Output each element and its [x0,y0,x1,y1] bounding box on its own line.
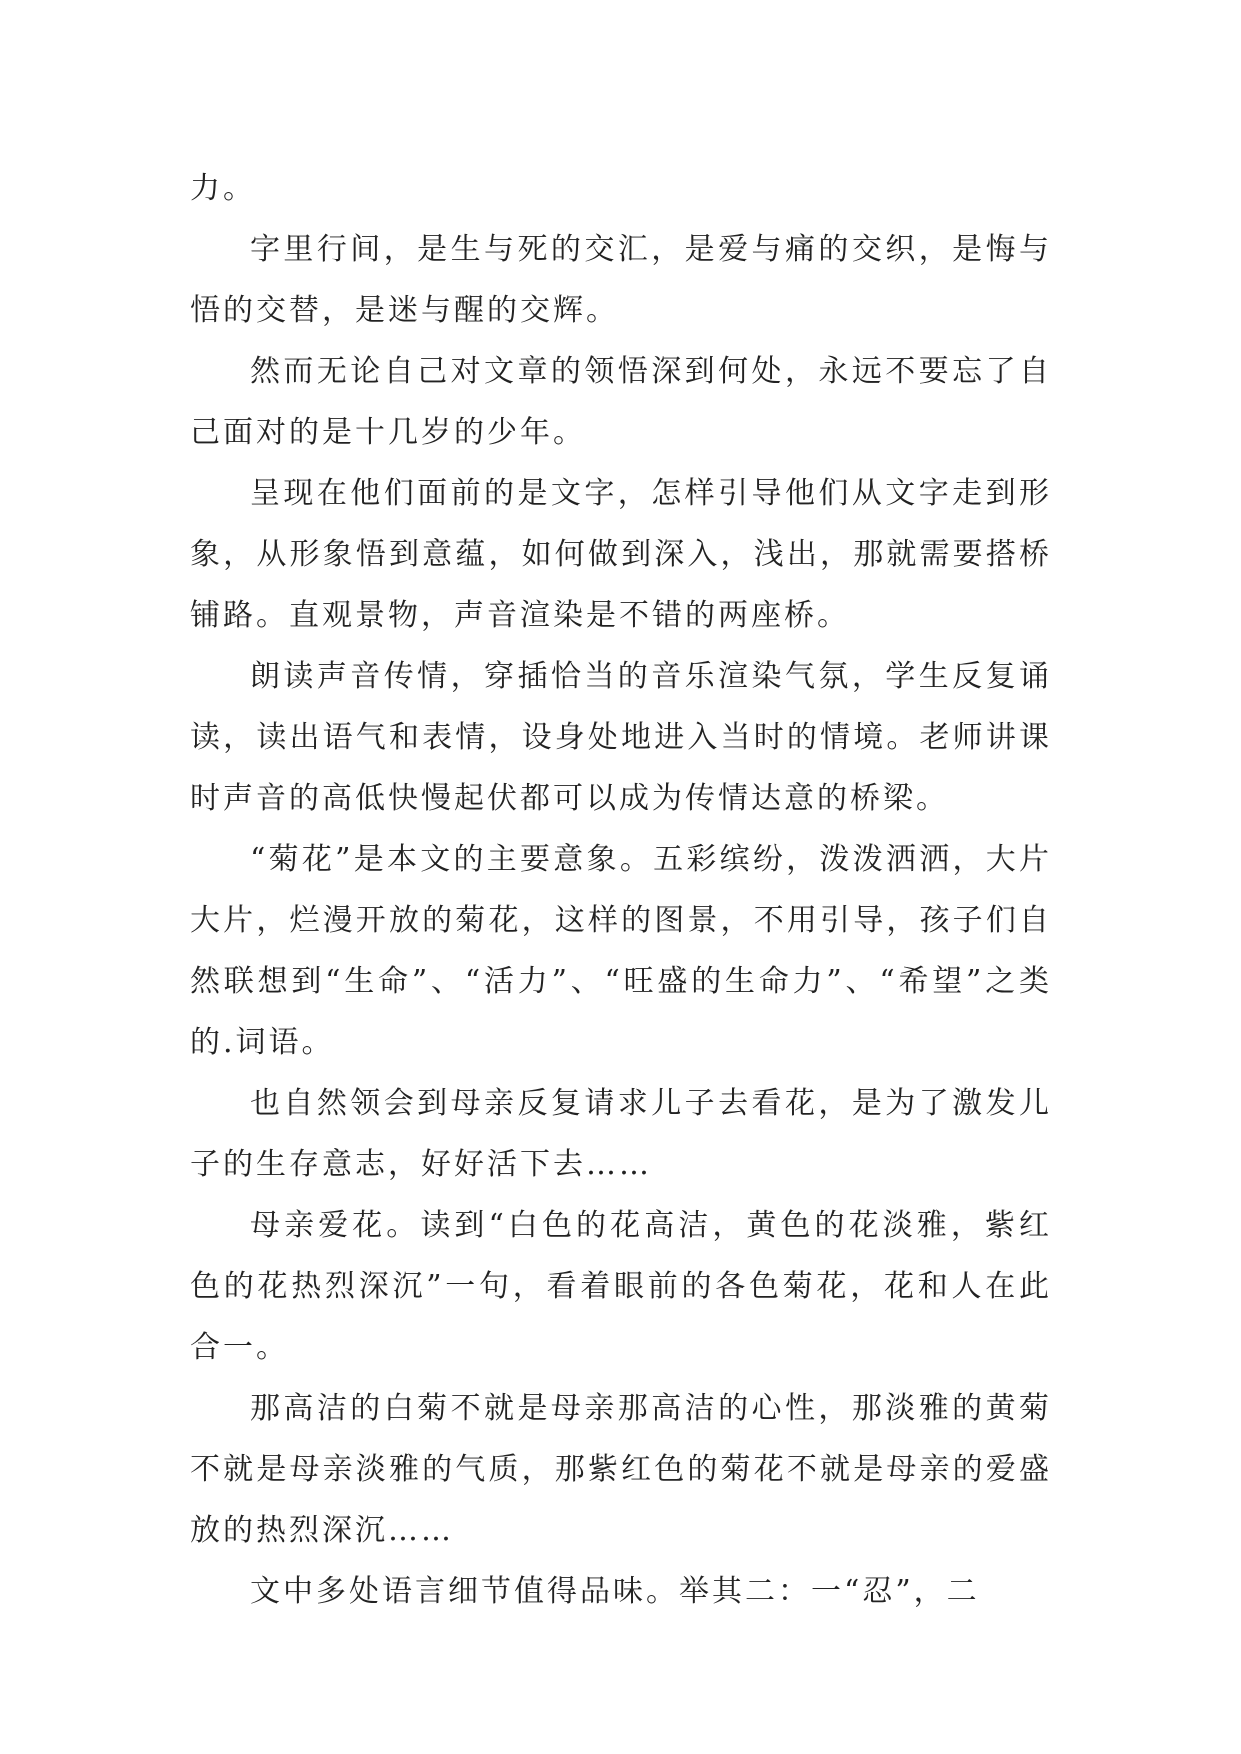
paragraph: 字里行间，是生与死的交汇，是爱与痛的交织，是悔与悟的交替，是迷与醒的交辉。 [190,232,1052,328]
paragraph: 母亲爱花。读到“白色的花高洁，黄色的花淡雅，紫红色的花热烈深沉”一句，看着眼前的各色菊花，花和人在此合一。 [190,1208,1052,1365]
paragraph: 那高洁的白菊不就是母亲那高洁的心性，那淡雅的黄菊不就是母亲淡雅的气质，那紫红色的菊花不就是母亲的爱盛放的热烈深沉…… [190,1391,1052,1548]
paragraph: 朗读声音传情，穿插恰当的音乐渲染气氛，学生反复诵读，读出语气和表情，设身处地进入当时的情境。老师讲课时声音的高低快慢起伏都可以成为传情达意的桥梁。 [190,659,1052,816]
paragraph: 呈现在他们面前的是文字，怎样引导他们从文字走到形象，从形象悟到意蕴，如何做到深入，浅出，那就需要搭桥铺路。直观景物，声音渲染是不错的两座桥。 [190,476,1052,633]
paragraph: 也自然领会到母亲反复请求儿子去看花，是为了激发儿子的生存意志，好好活下去…… [190,1086,1052,1182]
document-body [190,158,1052,1622]
paragraph: 然而无论自己对文章的领悟深到何处，永远不要忘了自己面对的是十几岁的少年。 [190,354,1052,450]
paragraph-continuation: 力。 [190,171,256,206]
paragraph: 文中多处语言细节值得品味。举其二：一“忍”，二 [250,1574,980,1609]
paragraph: “菊花”是本文的主要意象。五彩缤纷，泼泼洒洒，大片大片，烂漫开放的菊花，这样的图景，不用引导，孩子们自然联想到“生命”、“活力”、“旺盛的生命力”、“希望”之类的.词语。 [190,842,1052,1060]
